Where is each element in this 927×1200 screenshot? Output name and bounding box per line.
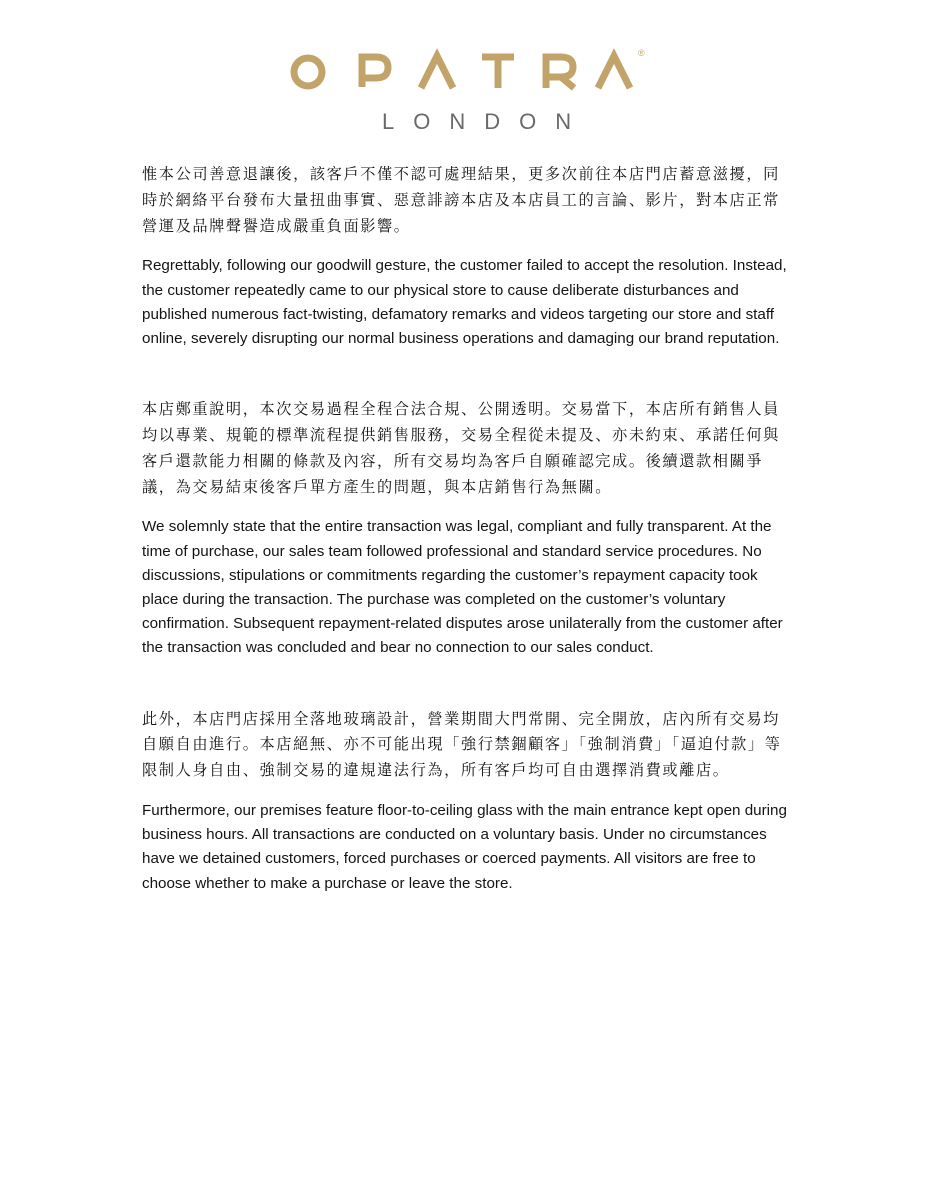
statement-body (142, 162, 790, 896)
paragraph-2-chinese: 本店鄭重說明，本次交易過程全程合法合規、公開透明。交易當下，本店所有銷售人員均以專業、規範的標準流程提供銷售服務，交易全程從未提及、亦未約束、承諾任何與客戶還款能力相關的條款及內容，所有交易均為客戶自願確認完成。後續還款相關爭議，為交易結束後客戶單方產生的問題，與本店銷售行為無關。 (142, 400, 780, 496)
logo-subline: LONDON (382, 109, 591, 134)
registered-mark: ® (638, 48, 645, 58)
logo-letter-a (421, 56, 453, 88)
paragraph-3-chinese: 此外，本店門店採用全落地玻璃設計，營業期間大門常開、完全開放，店內所有交易均自願自由進行。本店絕無、亦不可能出現「強行禁錮顧客」「強制消費」「逼迫付款」等限制人身自由、強制交易的違規違法行為，所有客戶均可自由選擇消費或離店。 (142, 709, 782, 780)
logo-letter-p (362, 57, 388, 87)
paragraph-3-english: Furthermore, our premises feature floor-to-ceiling glass with the main entrance kept open during business hours. All transactions are conducted on a voluntary basis. Under no circumstances have we detained customers, forced purchases or coerced payments. All visitors are free to choose whether to make a purchase or leave the store. (142, 802, 787, 892)
logo-letter-r (546, 57, 574, 88)
paragraph-2-english: We solemnly state that the entire transaction was legal, compliant and fully transparent. At the time of purchase, our sales team followed professional and standard service procedures. No discussions, stipulations or commitments regarding the customer’s repayment capacity took place during the transaction. The purchase was completed on the customer’s voluntary confirmation. Subsequent repayment-related disputes arose unilaterally from the customer after the transaction was concluded and bear no connection to our sales conduct. (142, 518, 783, 657)
opatra-logo-graphic (270, 40, 660, 140)
logo-letter-t (482, 57, 514, 88)
paragraph-1-english: Regrettably, following our goodwill gesture, the customer failed to accept the resolution. Instead, the customer repeatedly came to our physical store to cause deliberate disturbances and published numerous fact-twisting, defamatory remarks and videos targeting our store and staff online, severely disrupting our normal business operations and damaging our brand reputation. (142, 257, 787, 347)
paragraph-1-chinese: 惟本公司善意退讓後，該客戶不僅不認可處理結果，更多次前往本店門店蓄意滋擾，同時於網絡平台發布大量扭曲事實、惡意誹謗本店及本店員工的言論、影片，對本店正常營運及品牌聲譽造成嚴重負面影響。 (142, 165, 780, 235)
opatra-london-logo (0, 0, 927, 150)
logo-letter-o (294, 58, 322, 86)
logo-letter-a-2 (598, 56, 630, 88)
